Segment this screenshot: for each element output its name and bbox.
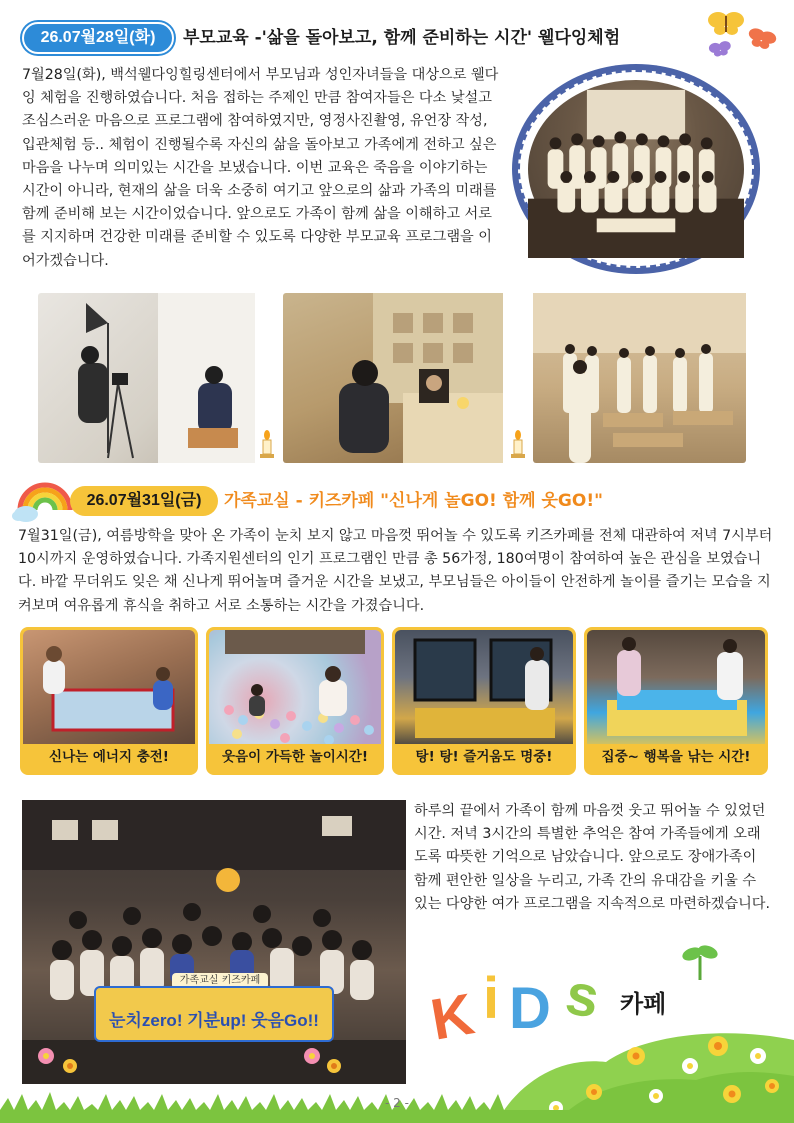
candle-icon — [509, 430, 527, 460]
closing-paragraph: 하루의 끝에서 가족이 함께 마음껏 웃고 뛰어놀 수 있었던 시간. 저녁 3시간의 특별한 추억은 참여 가족들에게 오래도록 따뜻한 기억으로 남았습니다. 앞으로도 장애가족이 함께 편안한 일상을 누리고, 가족 간의 유대감을 키울 수 있는 다양한 여가 프로그램을 지속적으로 마련하겠습니다. — [414, 803, 770, 912]
photo-fishing-game — [587, 630, 765, 748]
banner-small-label: 가족교실 키즈카페 — [172, 973, 268, 989]
butterflies-decoration — [700, 8, 780, 62]
sprout-icon — [680, 944, 720, 980]
group-banner: 눈치zero! 기분up! 웃음Go!! — [94, 986, 334, 1042]
welldying-group-photo — [528, 80, 744, 258]
page-number: - 2 - — [385, 1096, 409, 1110]
caption-shooting: 탕! 탕! 즐거움도 명중! — [395, 744, 573, 770]
photo-card-ballpit — [206, 627, 384, 775]
caption-energy: 신나는 에너지 충전! — [23, 744, 195, 770]
photo-card-energy — [20, 627, 198, 775]
photo-altar-memorial — [283, 293, 503, 463]
section2-title: 가족교실 - 키즈카페 "신나게 놀GO! 함께 웃GO!" — [224, 491, 603, 511]
photo-air-hockey — [23, 630, 195, 748]
photo-card-shooting-game — [392, 627, 576, 775]
caption-ballpit: 웃음이 가득한 놀이시간! — [209, 744, 381, 770]
photo-arcade-shooting — [395, 630, 573, 748]
section1-date-badge: 26.07월28일(화) — [22, 22, 174, 54]
kidscafe-group-photo — [22, 800, 406, 1084]
photo-ball-pit — [209, 630, 381, 748]
group-photo-circle-frame — [512, 64, 760, 274]
section2-date-badge: 26.07월31일(금) — [70, 486, 218, 516]
svg-text:i: i — [483, 966, 500, 1031]
kids-logo-text: KiDs — [425, 929, 461, 948]
svg-text:s: s — [560, 961, 605, 1031]
section2-paragraph: 7월31일(금), 여름방학을 맞아 온 가족이 눈치 보지 않고 마음껏 뛰어놀 수 있도록 키즈카페를 전체 대관하여 저녁 7시부터 10시까지 운영하였습니다. 가족지원센터의 인기 프로그램인 만큼 총 56가정, 180여명이 참여하여 높은 관심을 보였습니다. 바깥 무더위도 잊은 채 신나게 뛰어놀며 즐거운 시간을 보냈고, 부모님들은 아이들이 안전하게 놀이를 즐기는 모습을 지켜보며 여유롭게 휴식을 취하고 서로 소통하는 시간을 가졌습니다. — [18, 528, 773, 614]
caption-fishing: 집중~ 행복을 낚는 시간! — [587, 744, 765, 770]
candle-icon — [258, 430, 276, 460]
section1-title: 부모교육 -'삶을 돌아보고, 함께 준비하는 시간' 웰다잉체험 — [183, 28, 621, 48]
svg-text:K: K — [426, 981, 479, 1053]
photo-card-fishing-game — [584, 627, 768, 775]
photo-portrait-shooting — [38, 293, 255, 463]
rainbow-cloud-icon — [12, 470, 78, 524]
section1-paragraph: 7월28일(화), 백석웰다잉힐링센터에서 부모님과 성인자녀들을 대상으로 웰다잉 체험을 진행하였습니다. 처음 접하는 주제인 만큼 참여자들은 다소 낯설고 조심스러운 마음으로 프로그램에 참여하였지만, 영정사진촬영, 유언장 작성, 입관체험 등.. 체험이 진행될수록 자신의 삶을 돌아보고 가족에게 전하고 싶은 마음을 나누며 의미있는 시간을 보냈습니다. 이번 교육은 죽음을 이야기하는 시간이 아니라, 현재의 삶을 더욱 소중히 여기고 앞으로의 삶과 가족의 미래를 함께 준비해 보는 시간이었습니다. 앞으로도 가족이 함께 삶을 이해하고 서로를 지지하며 건강한 미래를 준비할 수 있도록 다양한 부모교육 프로그램을 이어가겠습니다. — [22, 67, 499, 269]
photo-coffin-experience-hall — [533, 293, 746, 463]
svg-text:D: D — [509, 976, 551, 1041]
cafe-label: 카페 — [620, 990, 667, 1018]
